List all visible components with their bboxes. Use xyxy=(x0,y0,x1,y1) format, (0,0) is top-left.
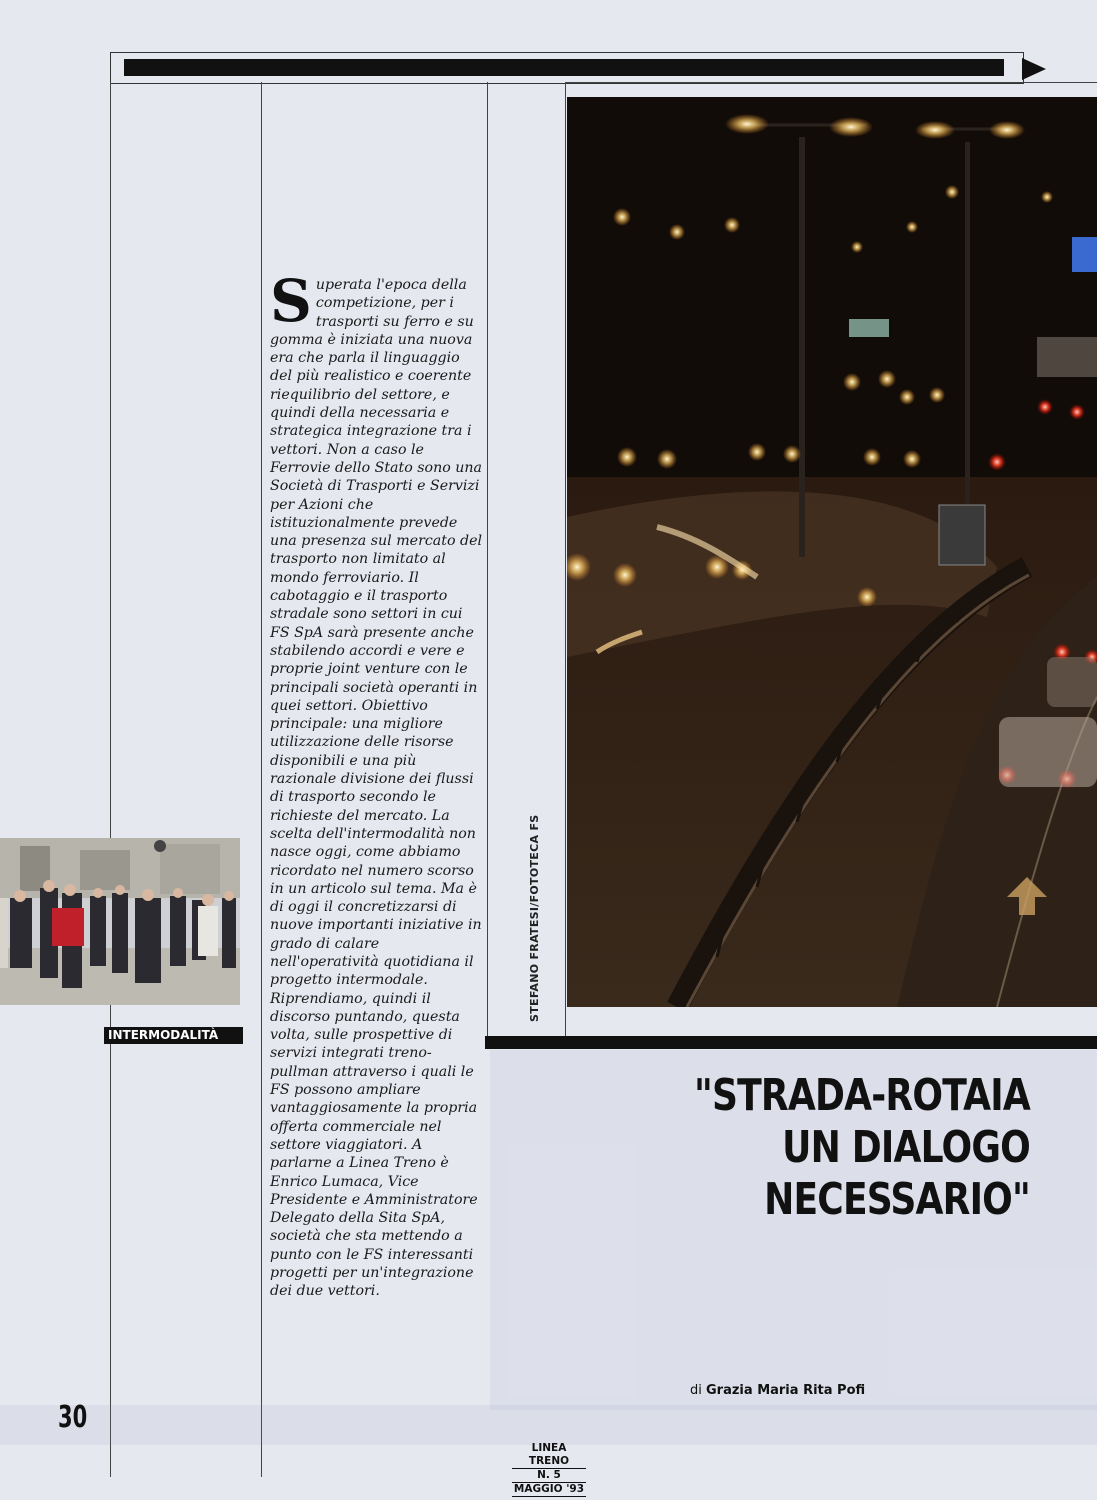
page-number: 30 xyxy=(58,1400,88,1435)
column-rule-1 xyxy=(110,82,111,1477)
byline xyxy=(690,1383,865,1398)
article-body xyxy=(270,267,484,1301)
footer-magazine: LINEA TRENO xyxy=(512,1442,586,1469)
top-black-bar xyxy=(124,59,1004,76)
night-traffic-photo xyxy=(567,97,1097,1007)
headline-line-1: "STRADA-ROTAIA xyxy=(693,1070,1030,1121)
magazine-footer xyxy=(512,1442,586,1497)
byline-author: Grazia Maria Rita Pofi xyxy=(706,1383,866,1398)
headline xyxy=(645,1070,1030,1226)
column-rule-2 xyxy=(261,82,262,1477)
footer-issue: N. 5 xyxy=(512,1469,586,1483)
section-label: INTERMODALITÀ xyxy=(104,1027,243,1044)
byline-prefix: di xyxy=(690,1383,702,1398)
headline-line-2: UN DIALOGO xyxy=(782,1122,1030,1173)
arrow-right-icon xyxy=(1022,58,1046,80)
column-rule-3 xyxy=(487,82,488,1042)
article-body-text: uperata l'epoca della competizione, per i trasporti su ferro e su gomma è iniziata una nuova era che parla il linguaggio del più realistico e coerente riequilibrio del settore, e quindi della necessaria e strategica integrazione tra i vettori. Non a caso le Ferrovie dello Stato sono una Società di Trasporti e Servizi per Azioni che istituzionalmente prevede una presenza sul mercato del trasporto non limitato al mondo ferroviario. Il cabotaggio e il trasporto stradale sono settori in cui FS SpA sarà presente anche stabilendo accordi e vere e proprie joint venture con le principali società operanti in quei settori. Obiettivo principale: una migliore utilizzazione delle risorse disponibili e una più razionale divisione dei flussi di trasporto secondo le richieste del mercato. La scelta dell'intermodalità non nasce oggi, come abbiamo ricordato nel numero scorso in un articolo sul tema. Ma è di oggi il concretizzarsi di nuove importanti iniziative in grado di calare nell'operatività quotidiana il progetto intermodale. Riprendiamo, quindi il discorso puntando, questa volta, sulle prospettive di servizi integrati treno-pullman attraverso i quali le FS possono ampliare vantaggiosamente la propria offerta commerciale nel settore viaggiatori. A parlarne a Linea Treno è Enrico Lumaca, Vice Presidente e Amministratore Delegato della Sita SpA, società che sta mettendo a punto con le FS interessanti progetti per un'integrazione dei due vettori. xyxy=(270,277,483,1300)
footer-date: MAGGIO '93 xyxy=(513,1483,585,1495)
bottom-ghost-strip xyxy=(0,1405,1097,1445)
headline-line-3: NECESSARIO" xyxy=(764,1174,1030,1225)
photo-top-rule xyxy=(565,82,1097,83)
photo-credit: STEFANO FRATESI/FOTOTECA FS xyxy=(528,814,541,1022)
people-waiting-photo xyxy=(0,838,240,1005)
drop-cap: S xyxy=(270,267,312,335)
headline-bar xyxy=(485,1036,1097,1049)
column-rule-4 xyxy=(565,82,566,1042)
